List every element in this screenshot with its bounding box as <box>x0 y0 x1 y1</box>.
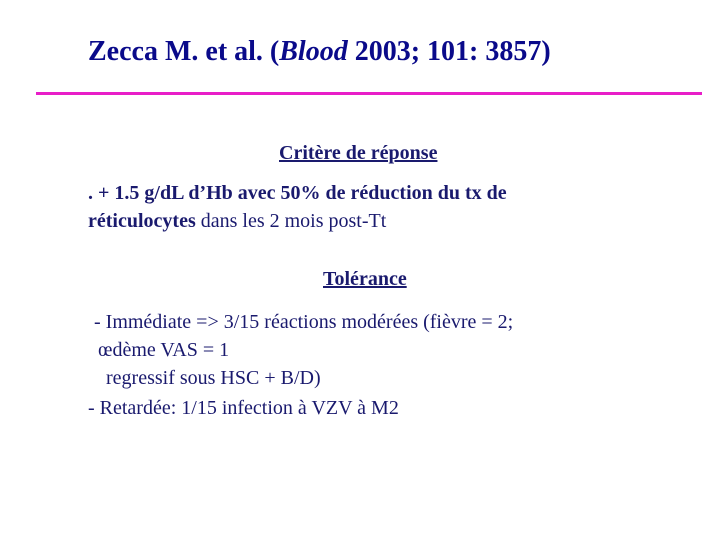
tolerance-line-edema: œdème VAS = 1 <box>98 339 230 361</box>
tolerance-heading: Tolérance <box>323 268 407 290</box>
title-authors: Zecca M. et al. ( <box>88 36 280 67</box>
response-criteria-line-2 <box>88 210 386 233</box>
tolerance-line-regressive: regressif sous HSC + B/D) <box>106 367 321 389</box>
tolerance-line-immediate: - Immédiate => 3/15 réactions modérées (fièvre = 2; <box>94 311 514 333</box>
response-criteria-line-1: . + 1.5 g/dL d’Hb avec 50% de réduction du tx de <box>88 182 507 204</box>
title-citation: 2003; 101: 3857) <box>347 36 551 67</box>
reticulocytes-term: réticulocytes <box>88 210 196 232</box>
response-criteria-heading: Critère de réponse <box>279 142 438 164</box>
title-journal: Blood <box>279 36 348 67</box>
tolerance-line-delayed: - Retardée: 1/15 infection à VZV à M2 <box>88 397 399 419</box>
title-divider <box>36 92 702 95</box>
slide-title <box>88 36 551 68</box>
response-criteria-line-2-rest: dans les 2 mois post-Tt <box>195 210 387 232</box>
